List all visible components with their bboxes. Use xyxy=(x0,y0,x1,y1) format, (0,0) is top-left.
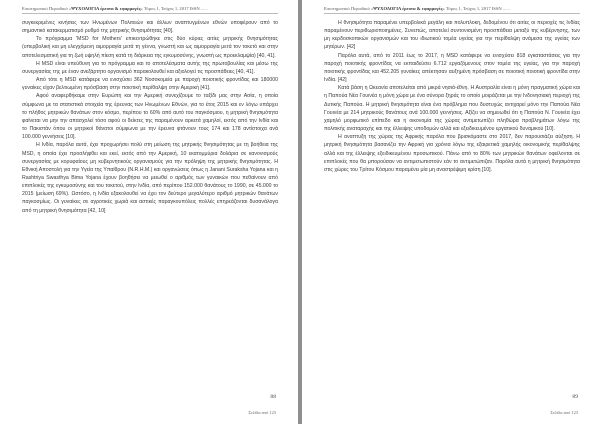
page-footer: Σελίδα από 123 xyxy=(248,410,276,415)
right-page xyxy=(302,0,600,424)
paragraph: συγκεκριμένες κινήσεις των Ηνωμένων Πολιτειών και άλλων αναπτυγμένων εθνών υποφέρουν από το σημαντικό κατακερματισμό ρυθμό της μητρικής θνησιμότητας [40]. xyxy=(22,20,278,35)
paragraph: Κατά βάση η Ωκεανία αποτελείται από μικρά νησιά-έθνη. Η Αυστραλία είναι η μόνη πραγματική χώρα και η Παπούα Νέα Γουινέα η μόνη χώρα με ένα σύνορα ξηράς το οποίο μοιράζεται με την Ινδονησιακή περιοχή της Δυτικής Παπούα. Η μητρική θνησιμότητα είναι ένα πρόβλημα που δυστυχώς αντιχαρεί μόνο την Παπούα Νέα Γουινέα με 214 μητρικούς θανάτους ανά 100.000 γεννήσεις. Αξίζει να σημειωθεί ότι η Παπούα Ν. Γουινέα έχει χαμηλό μορφωτικό επίπεδο και η οικονομία της χώρας αντιμετωπίζει πληθώρα προβλημάτων λόγω της πολιτικής αναταραχής και της έλλειψης υποδομών αλλά και εξειδικευμένου εργατικού δυναμικού [10]. xyxy=(324,85,580,133)
page-number: 88 xyxy=(270,394,276,400)
running-header xyxy=(22,6,278,14)
header-suffix: » Τόμος 1, Τεύχος 1, 2017 ISSN ...... xyxy=(442,6,510,11)
paragraph: Παρόλα αυτά, από το 2011 έως το 2017, η MSD κατάφερε να ενισχύσει 818 εγκαταστάσεις για την παροχή ποιοτικής φροντίδας να εκπαιδεύσει 6.712 εργαζόμενους στον τομέα της υγείας, για την παροχή ποιοτικής φροντίδας και 452.205 γυναίκες απέκτησαν αυξημένη πρόσβαση σε ποιοτική ποιοτική φροντίδα στην Ινδία. [42] xyxy=(324,52,580,84)
header-journal: ΨΥΧΟΛΟΓΙΑ έρευνα & εφαρμογές xyxy=(373,6,443,11)
page-number: 89 xyxy=(572,394,578,400)
paragraph: Η Ινδία, παρόλα αυτά, έχει προχωρήσει πολύ στη μείωση της μητρικής θνησιμότητας με τη βοήθεια της MSD, η οποία έχει προσλήφθει και εκεί, εκτός από την Αμερική, 10 εκατομμύρια δολάρια σε κανονισμούς συνεργασίας με κορυφαίους μη κυβερνητικούς οργανισμούς για την πρόληψη της μητρικής θνησιμότητας. Η Εθνική Αποστολή για την Υγεία της Υπαίθρου (N.R.H.M.) και οργανώσεις όπως η Janani Suraksha Yojana και η Rashtriya Swasthya Bima Yojana έχουν βοηθήσει να μειωθεί ο αριθμός των γυναικών που πεθαίνουν από επιπλοκές της εγκυμοσύνης και του τοκετού, στην Ινδία, από περίπου 152.000 θανάτους το 1990, σε 45.000 το 2015 (μείωση 69%). Ωστόσο, η Ινδία εξακολουθεί να έχει τον δεύτερο μεγαλύτερο αριθμό μητρικών θανάτων παγκοσμίως. Οι γυναίκες σε αγροτικές χωριά και αστικές παραγκουπόλεις πολλές επηρεάζονται δυσανάλογα από τη μητρική θνησιμότητα [42, 10] xyxy=(22,142,278,214)
page-footer: Σελίδα από 123 xyxy=(550,410,578,415)
page-body xyxy=(324,19,580,174)
paragraph: Από τότε η MSD κατάφερε να ενισχύσει 362 Νοσοκομεία με παροχή ποιοτικής φροντίδας και 180000 γυναίκες είχαν βελτιωμένη πρόσβαση στην ποιοτική περίθαλψη στην Αμερική [41]. xyxy=(22,77,278,92)
header-suffix: » Τόμος 1, Τεύχος 1, 2017 ISSN ...... xyxy=(140,6,208,11)
paragraph: Η αναπτυξη της χώρας της Αφρικής παρόλα που βρισκόμαστε στο 2017, δεν παρουσιάζει αύξηση. Η μητρική θνησιμότητα βασανίζει την Αφρική για χρόνια λόγω της εξαιρετικά χαμηλής οικονομικής περίθαλψης αλλά και της έλλειψης εξειδικευμένου προσωπικού. Πάνω από το 80% των μητρικών θανάτων οφείλονται σε επιπλοκές που θα μπορούσαν να αντιμετωπιστούν εάν το αντιμετώπιζαν. Παρόλα αυτά η μητρική θνησιμότητα στις χώρες του Τρίτου Κόσμου παραμένει μία μη αναστρέψιμη κρίση [10]. xyxy=(324,134,580,173)
paragraph: Αφού αναφερθήκαμε στην Ευρώπη και την Αμερική συνεχίζουμε το ταξίδι μας στην Ασία, η οποία σύμφωνα με τα στατιστικά στοιχεία της έρευνας των Ηνωμένων Εθνών, για το έτος 2015 και εν λόγω υπάρχει το πλήθος μητρικών θανάτων στον κόσμο, περίπου το 60% από αυτό του παγκόσμιου, η μητρική θνησιμότητα φαίνεται να μην την απασχολεί τόσο αφού οι δείκτες της παραμένουν αρκετά χαμηλοί, εκτός από την Ινδία και το Πακιστάν όπου οι μητρικοί θάνατοι σύμφωνα με την έρευνα φτάνουν τους 174 και 178 αντίστοιχα ανά 100.000 γεννήσεις [10]. xyxy=(22,93,278,141)
running-header xyxy=(324,6,580,14)
page-body xyxy=(22,19,278,215)
paragraph: Η θνησιμότητα παραμένει υπερβολικά μεγάλη και πολυπλοκη, δεδομένου ότι αιτίες οι περιοχές τις Ινδίας παραμένουν περιθωριοποιημένες. Συνεπώς, αποτελεί συντονισμένη προσπάθεια μεταξύ της κυβέρνησης, των μη κερδοσκοπικών οργανισμών και του ιδιωτικού τομέα υγείας για την περίθαλψη ανάμεσα της υγείας των μητέρων. [42] xyxy=(324,20,580,51)
paragraph: Η MSD είναι υπεύθυνη για το πρόγραμμα και το αποτελέσματα αυτής της πρωτοβουλίας και μέσω της συνεργασίας της με έναν ανεξάρτητο οργανισμό παρακολουθεί και αξιολογεί τις προσπάθειες [40, 41]. xyxy=(22,60,278,75)
paragraph: Το πρόγραμμα 'MSD for Mothers' επικεντρώθηκε στις δύο κύριες αιτίες μητρικής θνησιμότητας (υπερβολική και μη ελεγχόμενη αιμορραγία μετά τη γέννα, γνωστή και ως αιμορραγία μετά τον τοκετό και στην αποτελεσματική για τη ζωή υψηλή πίεση κατά τη διάρκεια της εγκυμοσύνης, γνωστή ως προεκλαμψία) [40, 41]. xyxy=(22,36,278,59)
left-page xyxy=(0,0,298,424)
header-journal: ΨΥΧΟΛΟΓΙΑ έρευνα & εφαρμογές xyxy=(71,6,141,11)
header-prefix: Επιστημονικό Περιοδικό « xyxy=(324,6,374,11)
header-prefix: Επιστημονικό Περιοδικό « xyxy=(22,6,72,11)
